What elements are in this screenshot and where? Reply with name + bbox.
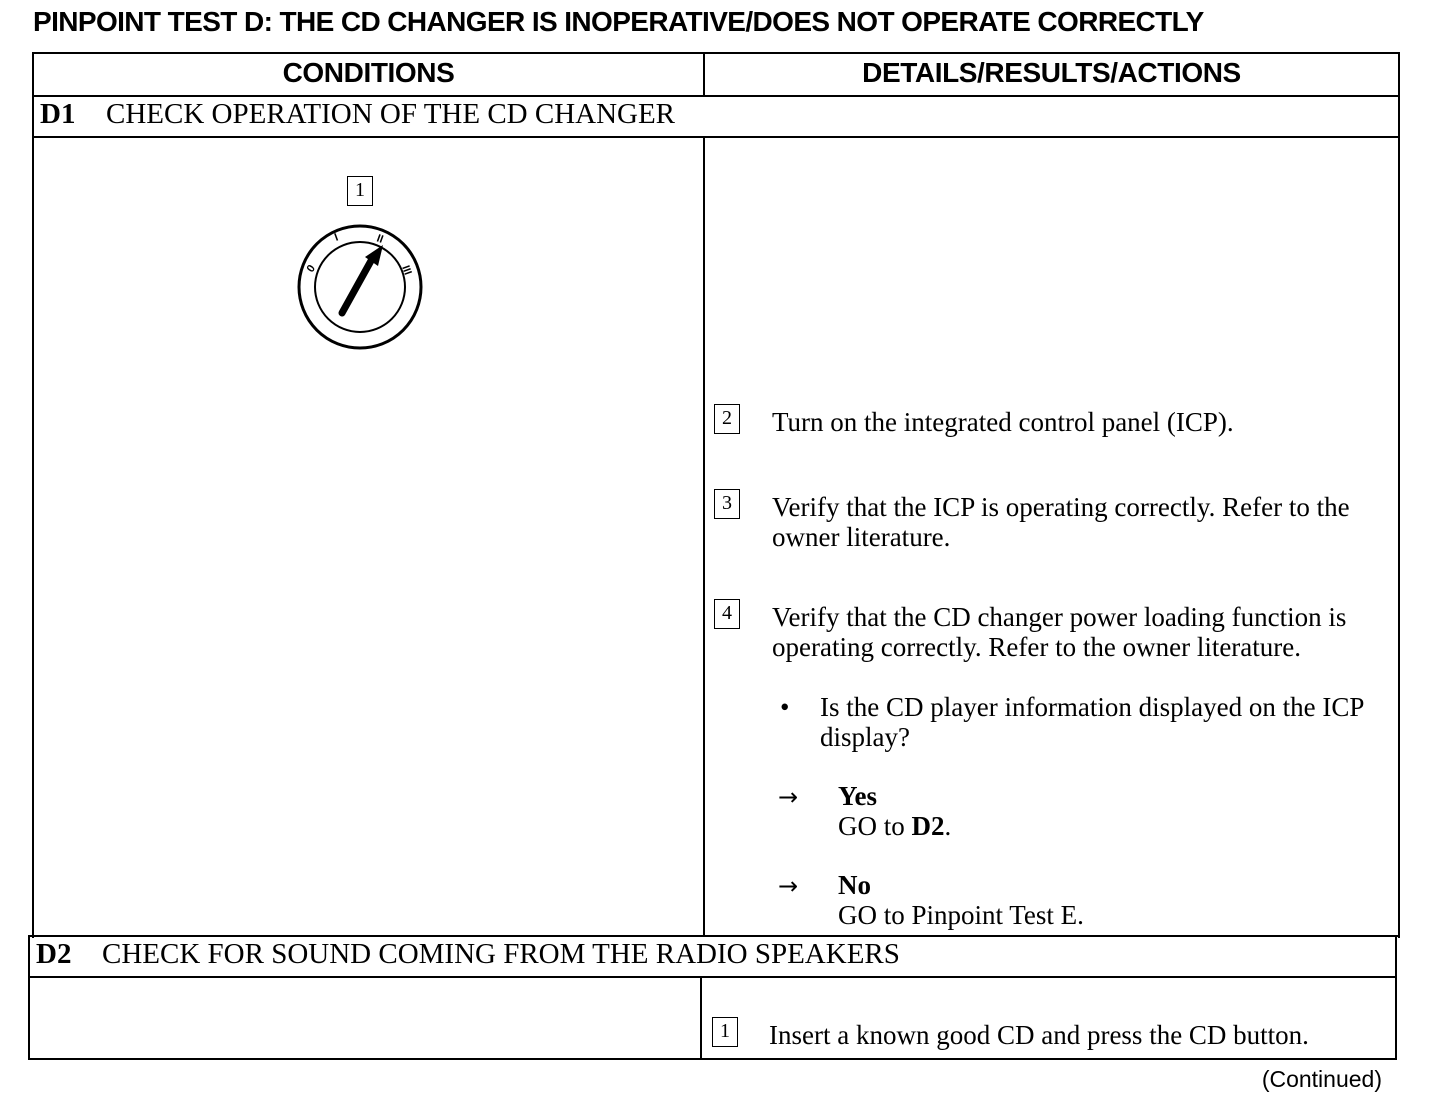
yes-arrow-icon: → (778, 783, 799, 811)
d1-heading-rule (32, 136, 1400, 138)
d1-question: Is the CD player information displayed on the ICP display? (820, 692, 1364, 752)
d1-step-2-number: 2 (714, 404, 740, 434)
d1-heading-text: CHECK OPERATION OF THE CD CHANGER (106, 98, 676, 130)
conditions-header: CONDITIONS (282, 57, 455, 88)
ignition-switch-icon (290, 215, 430, 355)
d1-heading (40, 98, 675, 131)
d2-column-divider (700, 977, 702, 1059)
switch-position-3: III (399, 263, 414, 277)
table-border-right-lower (1395, 936, 1397, 1060)
switch-position-1: I (332, 231, 340, 244)
table-border-left-lower (28, 936, 30, 1060)
yes-action-target: D2 (911, 811, 945, 841)
switch-position-2: II (374, 232, 385, 246)
yes-action (838, 811, 951, 841)
d1-step-4-text: Verify that the CD changer power loading function is operating correctly. Refer to the owner literature. (772, 602, 1347, 662)
table-border-right-upper (1398, 52, 1400, 938)
d2-heading-rule (28, 976, 1397, 978)
d1-step-3-text: Verify that the ICP is operating correctly. Refer to the owner literature. (772, 492, 1350, 552)
d2-heading-text: CHECK FOR SOUND COMING FROM THE RADIO SPEAKERS (102, 938, 900, 970)
table-border-top (32, 52, 1400, 54)
yes-label: Yes (838, 781, 877, 811)
continued-label: (Continued) (1261, 1066, 1382, 1092)
d1-id: D1 (40, 98, 76, 130)
figure-step-number: 1 (347, 176, 373, 206)
d1-step-4-number: 4 (714, 599, 740, 629)
yes-action-prefix: GO to (838, 811, 912, 841)
page-title: PINPOINT TEST D: THE CD CHANGER IS INOPERATIVE/DOES NOT OPERATE CORRECTLY (33, 6, 1204, 37)
header-bottom-rule (32, 95, 1400, 97)
table-border-bottom (28, 1058, 1397, 1060)
d2-top-rule (28, 935, 1399, 937)
d1-step-2-text: Turn on the integrated control panel (ICP). (772, 407, 1234, 437)
d2-heading (36, 938, 900, 971)
no-action: GO to Pinpoint Test E. (838, 900, 1084, 930)
bullet-icon: • (780, 692, 790, 722)
d2-step-1-text: Insert a known good CD and press the CD button. (769, 1020, 1309, 1050)
d2-id: D2 (36, 938, 72, 970)
no-label: No (838, 870, 871, 900)
details-header: DETAILS/RESULTS/ACTIONS (862, 57, 1241, 88)
switch-position-0: 0 (304, 262, 318, 275)
no-arrow-icon: → (778, 872, 799, 900)
d2-step-1-number: 1 (712, 1017, 738, 1047)
d1-step-3-number: 3 (714, 489, 740, 519)
table-border-left-upper (32, 52, 34, 938)
d1-column-divider (703, 137, 705, 937)
yes-action-suffix: . (944, 811, 952, 841)
